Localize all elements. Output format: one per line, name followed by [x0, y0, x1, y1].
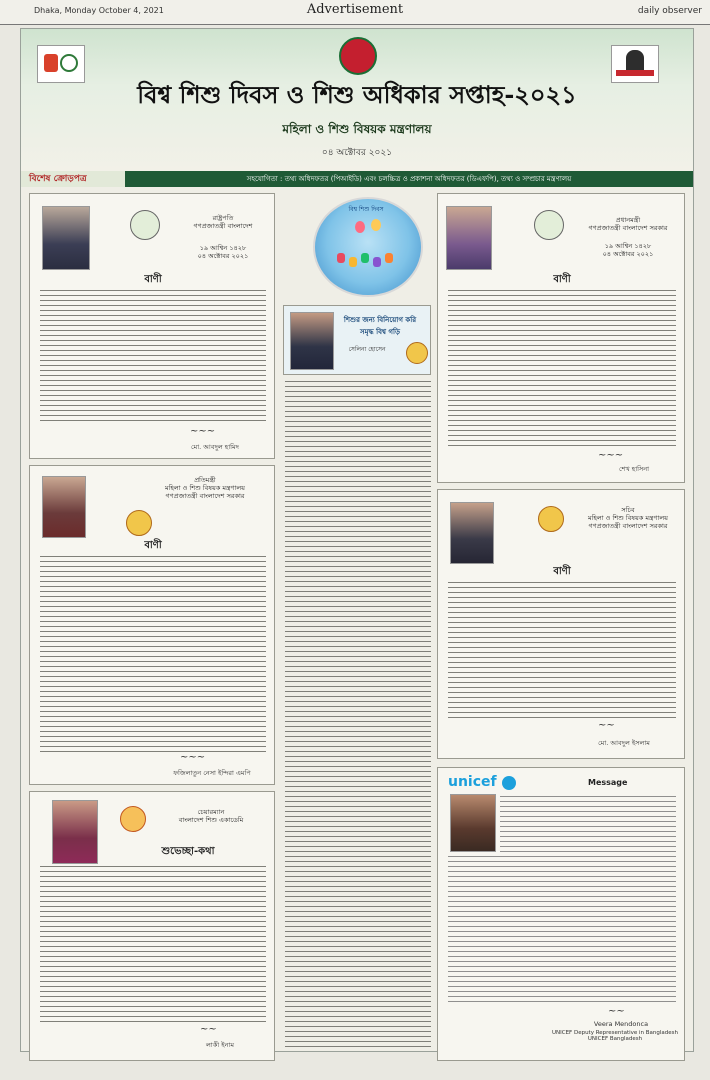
- portrait-logo-icon: [626, 50, 644, 72]
- president-role: রাষ্ট্রপতি গণপ্রজাতন্ত্রী বাংলাদেশ: [193, 214, 253, 230]
- child-day-banner: [295, 197, 437, 301]
- presidential-seal-icon: [130, 210, 160, 240]
- prime-minister-heading: বাণী: [553, 274, 571, 285]
- unicef-message-panel: [437, 767, 685, 1061]
- president-photo: [42, 206, 90, 270]
- child-figure-icon: [349, 257, 357, 267]
- prime-minister-role: প্রধানমন্ত্রী গণপ্রজাতন্ত্রী বাংলাদেশ সরকার: [588, 216, 668, 232]
- unicef-rep-photo: [450, 794, 496, 852]
- supplement-title: বিশ্ব শিশু দিবস ও শিশু অধিকার সপ্তাহ-২০২১: [137, 80, 577, 109]
- pm-seal-icon: [534, 210, 564, 240]
- state-minister-message-text: [40, 556, 266, 752]
- child-figure-icon: [385, 253, 393, 263]
- president-message-text: [40, 290, 266, 424]
- academy-message-panel: [29, 791, 275, 1061]
- prime-minister-signer: শেখ হাসিনা: [618, 465, 650, 473]
- child-figure-icon: [373, 257, 381, 267]
- state-minister-message-panel: [29, 465, 275, 785]
- academy-signature-icon: ~~: [200, 1024, 217, 1035]
- academy-seal-icon: [120, 806, 146, 832]
- academy-heading: শুভেচ্ছা-কথা: [161, 846, 215, 857]
- ministry-name: মহিলা ও শিশু বিষয়ক মন্ত্রণালয়: [282, 122, 432, 136]
- prime-minister-message-panel: [437, 193, 685, 483]
- secretary-role: সচিব মহিলা ও শিশু বিষয়ক মন্ত্রণালয় গণপ্রজাতন্ত্রী বাংলাদেশ সরকার: [587, 506, 668, 530]
- balloon-icon: [355, 221, 365, 233]
- prime-minister-message-text: [448, 290, 676, 450]
- special-supplement-tag: বিশেষ ক্রোড়পত্র: [21, 171, 125, 187]
- state-minister-photo: [42, 476, 86, 538]
- president-date: ১৯ আশ্বিন ১৪২৮ ০৪ অক্টোবর ২০২১: [197, 244, 249, 260]
- feature-seal-icon: [406, 342, 428, 364]
- president-signer: মো. আবদুল হামিদ: [191, 443, 239, 451]
- child-figure-icon: [361, 253, 369, 263]
- supplement-date: ০৪ অক্টোবর ২০২১: [321, 148, 393, 158]
- newspaper-brand: daily observer: [637, 6, 702, 16]
- balloon-icon: [371, 219, 381, 231]
- collaboration-strip: [21, 171, 693, 187]
- supplement-header: [21, 29, 693, 172]
- unicef-signature-icon: ~~: [608, 1006, 625, 1017]
- banner-text: বিশ্ব শিশু দিবস: [348, 206, 384, 213]
- president-message-panel: [29, 193, 275, 459]
- academy-role: চেয়ারম্যান বাংলাদেশ শিশু একাডেমি: [178, 808, 244, 824]
- ministry-seal-icon: [126, 510, 152, 536]
- fifty-logo-icon: [44, 54, 58, 72]
- feature-article-text: [285, 381, 431, 1049]
- secretary-message-panel: [437, 489, 685, 759]
- section-label: Advertisement: [306, 2, 404, 17]
- state-minister-heading: বাণী: [144, 540, 162, 551]
- unicef-heading: Message: [588, 778, 628, 787]
- unicef-logo-icon: [502, 776, 516, 790]
- secretary-signature-icon: ~~: [598, 720, 615, 731]
- unicef-brand: unicef: [448, 774, 497, 790]
- secretary-photo: [450, 502, 494, 564]
- unicef-signer-title: UNICEF Deputy Representative in Bangladesh UNICEF Bangladesh: [551, 1030, 679, 1042]
- mujib-logo-icon: [616, 70, 654, 76]
- secretary-heading: বাণী: [553, 566, 571, 577]
- president-signature-icon: ~~~: [190, 426, 216, 437]
- state-minister-role: প্রতিমন্ত্রী মহিলা ও শিশু বিষয়ক মন্ত্রণালয় গণপ্রজাতন্ত্রী বাংলাদেশ সরকার: [164, 476, 245, 500]
- secretary-message-text: [448, 582, 676, 720]
- academy-message-text: [40, 866, 266, 1024]
- child-figure-icon: [337, 253, 345, 263]
- collaboration-text: সহযোগিতা : তথ্য অধিদফতর (পিআইডি) এবং চলচ্চিত্র ও প্রকাশনা অধিদফতর (ডিএফপি), তথ্য ও সম্প্রচার মন্ত্রণালয়: [246, 175, 572, 183]
- unicef-intro-text: [500, 796, 676, 852]
- unicef-signer: Veera Mendonca: [593, 1020, 649, 1028]
- president-heading: বাণী: [144, 274, 162, 285]
- center-feature-header: [283, 305, 431, 375]
- prime-minister-photo: [446, 206, 492, 270]
- edition-date: Dhaka, Monday October 4, 2021: [34, 6, 164, 15]
- feature-author: সেলিনা হোসেন: [348, 346, 386, 353]
- academy-chair-photo: [52, 800, 98, 864]
- feature-subtitle: শিশুর জন্য বিনিয়োগ করি সমৃদ্ধ বিশ্ব গড়ি: [343, 316, 417, 336]
- secretary-signer: মো. আবদুল ইসলাম: [598, 739, 650, 747]
- unicef-message-text: [448, 856, 676, 1006]
- prime-minister-signature-icon: ~~~: [598, 450, 624, 461]
- government-seal-icon: [339, 37, 377, 75]
- children-illustration: [313, 197, 423, 297]
- newspaper-topbar: [0, 0, 710, 25]
- state-minister-signature-icon: ~~~: [180, 752, 206, 763]
- prime-minister-date: ১৯ আশ্বিন ১৪২৮ ০৪ অক্টোবর ২০২১: [602, 242, 654, 258]
- advertisement-supplement: [20, 28, 694, 1052]
- academy-signer: লাকী ইনাম: [206, 1041, 234, 1049]
- emblem-icon: [60, 54, 78, 72]
- feature-author-photo: [290, 312, 334, 370]
- state-minister-signer: ফজিলাতুন নেসা ইন্দিরা এমপি: [173, 769, 251, 777]
- secretary-seal-icon: [538, 506, 564, 532]
